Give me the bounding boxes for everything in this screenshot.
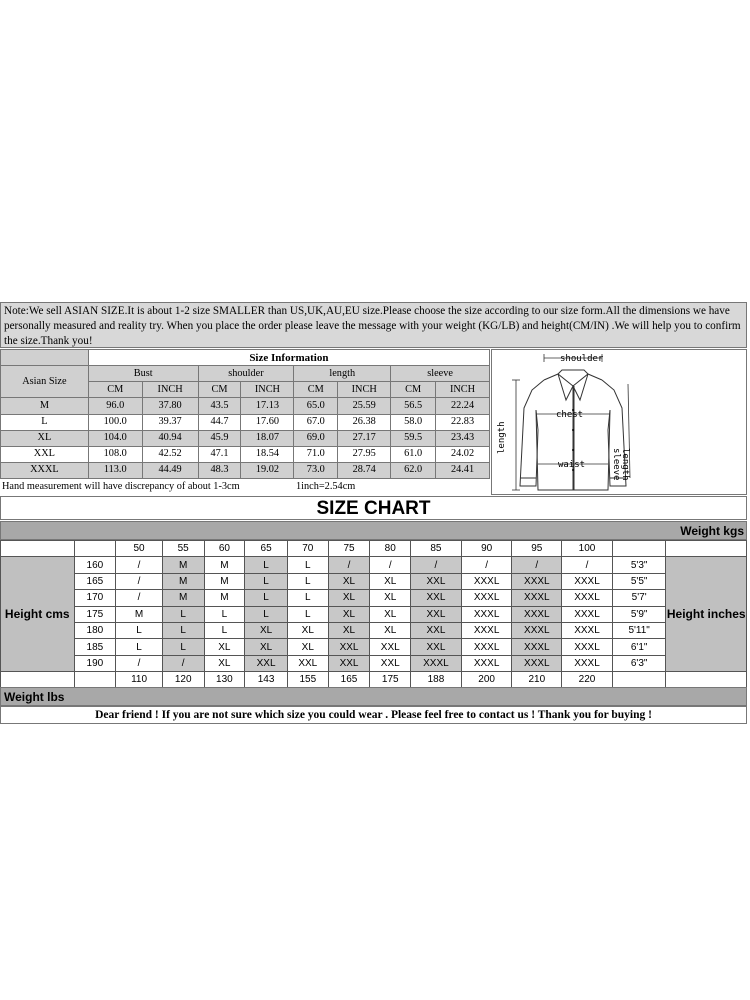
size-cell: XXL [328, 655, 370, 671]
height-cm-value: 175 [74, 606, 116, 622]
size-cell: XXL [370, 655, 411, 671]
measurement-cell: 26.38 [338, 414, 391, 430]
measurement-cell: 44.7 [198, 414, 241, 430]
measurement-cell: 27.95 [338, 446, 391, 462]
measurement-cell: 17.13 [241, 398, 294, 414]
size-chart-row [1, 573, 747, 589]
measurement-cell: 69.0 [294, 430, 338, 446]
size-cell: XL [328, 590, 370, 606]
size-chart-row [1, 655, 747, 671]
size-cell: XL [328, 606, 370, 622]
size-cell: XXL [411, 590, 462, 606]
size-cell: M [116, 606, 163, 622]
weight-kg-value: 55 [162, 541, 204, 557]
measurement-cell: 65.0 [294, 398, 338, 414]
shirt-illustration [492, 350, 746, 494]
size-cell: L [245, 573, 288, 589]
unit-cm: CM [294, 382, 338, 398]
size-cell: XXXL [562, 573, 613, 589]
size-guide [0, 302, 749, 722]
size-chart-row [1, 606, 747, 622]
measurement-cell: 56.5 [391, 398, 436, 414]
height-inch-value: 6'1" [612, 639, 666, 655]
size-cell: XXXL [461, 655, 512, 671]
size-cell: XL [370, 622, 411, 638]
size-cell: / [411, 557, 462, 573]
measurement-cell: 113.0 [88, 462, 142, 478]
size-cell: / [512, 557, 562, 573]
size-note: Note:We sell ASIAN SIZE.It is about 1-2 size SMALLER than US,UK,AU,EU size.Please choose the size according to our size form.All the dimensions we have personally measured and reality try. When you place the order please leave the message with your weight (KG/LB) and height(CM/IN) .We will help you to confirm the size.Thank you! [0, 302, 747, 348]
size-cell: XXXL [461, 590, 512, 606]
size-cell: XL [204, 639, 245, 655]
kg-header-row [1, 541, 747, 557]
measurement-cell: 67.0 [294, 414, 338, 430]
blank-cell [612, 541, 666, 557]
measurement-cell: 40.94 [142, 430, 198, 446]
measurement-cell: 104.0 [88, 430, 142, 446]
weight-lb-value: 130 [204, 672, 245, 688]
size-cell: XXXL [562, 622, 613, 638]
size-cell: XL [370, 606, 411, 622]
weight-kg-value: 65 [245, 541, 288, 557]
height-inch-value: 5'7' [612, 590, 666, 606]
size-cell: L [245, 557, 288, 573]
size-cell: XXXL [512, 590, 562, 606]
measurement-cell: 45.9 [198, 430, 241, 446]
size-cell: L [245, 606, 288, 622]
height-inch-value: 6'3" [612, 655, 666, 671]
measurement-footnote: Hand measurement will have discrepancy of about 1-3cm [2, 481, 240, 492]
diagram-shoulder-label: shoulder [560, 354, 604, 364]
size-cell: M [162, 573, 204, 589]
measurement-cell: 96.0 [88, 398, 142, 414]
diagram-chest-label: chest [556, 410, 584, 420]
inch-conversion: 1inch=2.54cm [296, 481, 356, 492]
size-cell: M [204, 573, 245, 589]
height-cm-value: 180 [74, 622, 116, 638]
size-chart-row [1, 622, 747, 638]
size-cell: XXXL [562, 655, 613, 671]
weight-kg-value: 70 [287, 541, 328, 557]
length-header: length [294, 366, 391, 382]
weight-kg-value: 90 [461, 541, 512, 557]
size-label: XXL [1, 446, 89, 462]
size-cell: XXXL [461, 573, 512, 589]
height-cms-label: Height cms [1, 557, 75, 672]
measurement-cell: 42.52 [142, 446, 198, 462]
measurement-cell: 108.0 [88, 446, 142, 462]
size-cell: XXXL [411, 655, 462, 671]
height-inch-value: 5'3" [612, 557, 666, 573]
weight-lb-value: 200 [461, 672, 512, 688]
diagram-sleeve-label: sleeve [611, 448, 621, 481]
size-cell: L [287, 557, 328, 573]
size-info-row [1, 414, 490, 430]
size-cell: L [287, 573, 328, 589]
weight-kg-value: 80 [370, 541, 411, 557]
size-cell: L [204, 622, 245, 638]
diagram-waist-label: waist [558, 460, 586, 470]
measurement-cell: 62.0 [391, 462, 436, 478]
blank-cell [612, 672, 666, 688]
size-cell: XXXL [512, 606, 562, 622]
size-information-table [0, 349, 490, 479]
height-inches-label: Height inches [666, 557, 747, 672]
size-cell: XXL [287, 655, 328, 671]
measurement-cell: 59.5 [391, 430, 436, 446]
size-cell: / [116, 590, 163, 606]
size-label: M [1, 398, 89, 414]
measurement-cell: 22.24 [436, 398, 490, 414]
size-cell: XL [245, 622, 288, 638]
bust-header: Bust [88, 366, 198, 382]
weight-lb-value: 120 [162, 672, 204, 688]
shoulder-header: shoulder [198, 366, 294, 382]
size-chart-grid [0, 540, 747, 689]
size-cell: L [287, 606, 328, 622]
size-chart-title: SIZE CHART [0, 496, 747, 520]
size-cell: L [245, 590, 288, 606]
blank-cell [1, 541, 75, 557]
size-label: XXXL [1, 462, 89, 478]
size-info-row [1, 462, 490, 478]
size-cell: XXXL [512, 573, 562, 589]
measurement-cell: 24.41 [436, 462, 490, 478]
unit-inch: INCH [241, 382, 294, 398]
size-info-title: Size Information [88, 350, 489, 366]
weight-kgs-label: Weight kgs [0, 521, 747, 540]
size-cell: L [204, 606, 245, 622]
weight-lb-value: 165 [328, 672, 370, 688]
size-cell: XL [370, 590, 411, 606]
size-cell: XXXL [562, 606, 613, 622]
size-footnote-row [0, 479, 490, 495]
measurement-cell: 61.0 [391, 446, 436, 462]
size-cell: L [116, 639, 163, 655]
size-cell: L [116, 622, 163, 638]
size-cell: XXXL [512, 639, 562, 655]
diagram-length-label-2: length [620, 448, 630, 481]
weight-lb-value: 175 [370, 672, 411, 688]
blank-cell [74, 541, 116, 557]
size-cell: M [162, 557, 204, 573]
measurement-cell: 19.02 [241, 462, 294, 478]
size-chart-row [1, 557, 747, 573]
size-cell: XXL [370, 639, 411, 655]
blank-cell [666, 541, 747, 557]
size-cell: XXXL [562, 639, 613, 655]
height-inch-value: 5'9" [612, 606, 666, 622]
unit-cm: CM [88, 382, 142, 398]
unit-cm: CM [198, 382, 241, 398]
measurement-cell: 25.59 [338, 398, 391, 414]
weight-kg-value: 85 [411, 541, 462, 557]
size-cell: XXL [411, 622, 462, 638]
sleeve-header: sleeve [391, 366, 490, 382]
weight-lb-value: 155 [287, 672, 328, 688]
unit-inch: INCH [142, 382, 198, 398]
height-cm-value: 190 [74, 655, 116, 671]
size-chart-row [1, 639, 747, 655]
measurement-cell: 44.49 [142, 462, 198, 478]
measurement-cell: 71.0 [294, 446, 338, 462]
measurement-cell: 39.37 [142, 414, 198, 430]
size-cell: M [204, 557, 245, 573]
measurement-cell: 18.07 [241, 430, 294, 446]
size-cell: L [162, 639, 204, 655]
size-cell: XXXL [512, 655, 562, 671]
measurement-cell: 27.17 [338, 430, 391, 446]
size-cell: XL [328, 622, 370, 638]
unit-inch: INCH [436, 382, 490, 398]
height-cm-value: 185 [74, 639, 116, 655]
unit-inch: INCH [338, 382, 391, 398]
measurement-cell: 24.02 [436, 446, 490, 462]
weight-kg-value: 50 [116, 541, 163, 557]
size-cell: / [461, 557, 512, 573]
weight-lb-value: 188 [411, 672, 462, 688]
height-inch-value: 5'5" [612, 573, 666, 589]
height-cm-value: 170 [74, 590, 116, 606]
size-cell: XXXL [512, 622, 562, 638]
size-cell: / [116, 655, 163, 671]
measurement-cell: 43.5 [198, 398, 241, 414]
size-cell: / [162, 655, 204, 671]
height-inch-value: 5'11" [612, 622, 666, 638]
size-cell: XXXL [562, 590, 613, 606]
size-cell: L [162, 606, 204, 622]
asian-size-header: Asian Size [1, 366, 89, 398]
weight-lb-value: 110 [116, 672, 163, 688]
size-cell: L [162, 622, 204, 638]
measurement-cell: 22.83 [436, 414, 490, 430]
footer-message: Dear friend ! If you are not sure which size you could wear . Please feel free to contact us ! Thank you for buying ! [0, 706, 747, 724]
size-label: XL [1, 430, 89, 446]
size-cell: M [162, 590, 204, 606]
size-cell: XL [287, 639, 328, 655]
size-cell: XXL [245, 655, 288, 671]
measurement-cell: 18.54 [241, 446, 294, 462]
measurement-cell: 73.0 [294, 462, 338, 478]
size-cell: XXL [328, 639, 370, 655]
diagram-length-label: length [497, 421, 507, 454]
size-cell: XL [245, 639, 288, 655]
size-cell: M [204, 590, 245, 606]
size-cell: / [116, 573, 163, 589]
size-cell: / [328, 557, 370, 573]
size-label: L [1, 414, 89, 430]
measurement-cell: 48.3 [198, 462, 241, 478]
size-cell: / [562, 557, 613, 573]
weight-kg-value: 95 [512, 541, 562, 557]
measurement-cell: 28.74 [338, 462, 391, 478]
measurement-cell: 17.60 [241, 414, 294, 430]
weight-kg-value: 100 [562, 541, 613, 557]
size-info-row [1, 398, 490, 414]
size-cell: XXL [411, 606, 462, 622]
height-cm-value: 165 [74, 573, 116, 589]
measurement-cell: 47.1 [198, 446, 241, 462]
weight-lb-value: 210 [512, 672, 562, 688]
height-cm-value: 160 [74, 557, 116, 573]
size-cell: XXXL [461, 639, 512, 655]
weight-lb-value: 143 [245, 672, 288, 688]
size-cell: XXL [411, 573, 462, 589]
weight-lb-value: 220 [562, 672, 613, 688]
measurement-cell: 23.43 [436, 430, 490, 446]
measurement-cell: 37.80 [142, 398, 198, 414]
blank-cell [666, 672, 747, 688]
size-cell: XL [370, 573, 411, 589]
measurement-cell: 100.0 [88, 414, 142, 430]
shirt-diagram [491, 349, 747, 495]
lbs-row [1, 672, 747, 688]
size-info-row [1, 446, 490, 462]
weight-kg-value: 60 [204, 541, 245, 557]
size-cell: XXL [411, 639, 462, 655]
measurement-cell: 58.0 [391, 414, 436, 430]
size-cell: / [116, 557, 163, 573]
weight-lbs-label: Weight lbs [0, 687, 747, 706]
blank-cell [74, 672, 116, 688]
size-cell: XXXL [461, 606, 512, 622]
blank-cell [1, 672, 75, 688]
unit-cm: CM [391, 382, 436, 398]
weight-kg-value: 75 [328, 541, 370, 557]
size-cell: L [287, 590, 328, 606]
size-cell: / [370, 557, 411, 573]
size-cell: XL [287, 622, 328, 638]
size-info-row [1, 430, 490, 446]
size-chart-row [1, 590, 747, 606]
size-cell: XXXL [461, 622, 512, 638]
size-cell: XL [204, 655, 245, 671]
size-cell: XL [328, 573, 370, 589]
